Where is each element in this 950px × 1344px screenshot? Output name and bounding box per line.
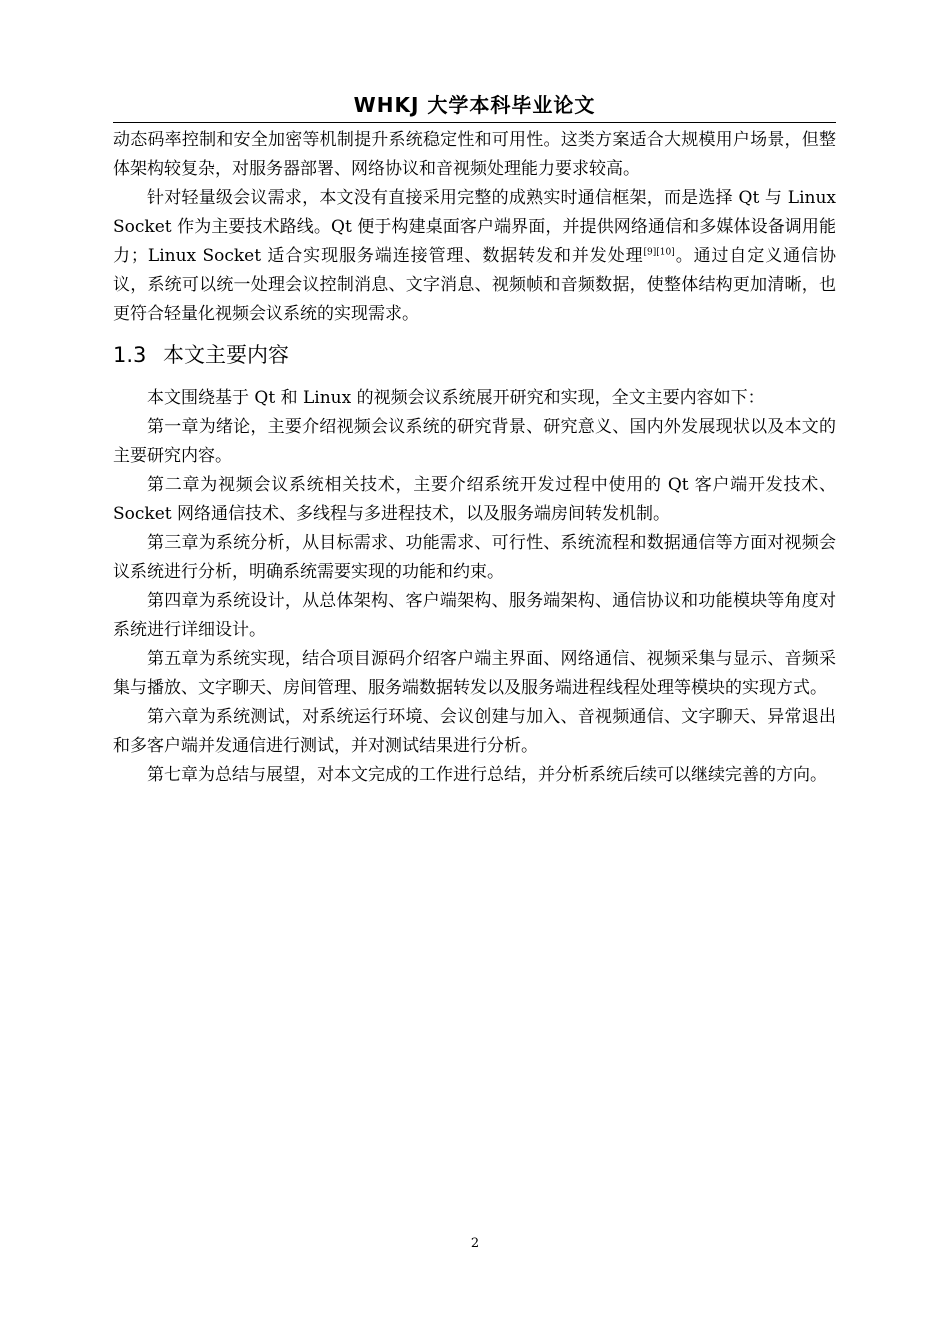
section-number: 1.3 bbox=[113, 343, 147, 367]
paragraph-text: 。通过自定义通信协议，系统可以统一处理会议控制消息、文字消息、视频帧和音频数据，使整体结构更加清晰，也更符合轻量化视频会议系统的实现需求。 bbox=[113, 246, 837, 324]
section-title: 本文主要内容 bbox=[163, 343, 289, 367]
paragraph-chapter-7: 第七章为总结与展望，对本文完成的工作进行总结，并分析系统后续可以继续完善的方向。 bbox=[147, 765, 827, 785]
paragraph-chapter-1: 第一章为绪论，主要介绍视频会议系统的研究背景、研究意义、国内外发展现状以及本文的主要研究内容。 bbox=[113, 417, 836, 466]
header-title: WHKJ 大学本科毕业论文 bbox=[353, 93, 596, 117]
page-header bbox=[113, 88, 836, 123]
paragraph-chapter-6: 第六章为系统测试，对系统运行环境、会议创建与加入、音视频通信、文字聊天、异常退出和多客户端并发通信进行测试，并对测试结果进行分析。 bbox=[113, 707, 836, 756]
paragraph-continued: 动态码率控制和安全加密等机制提升系统稳定性和可用性。这类方案适合大规模用户场景，但整体架构较复杂，对服务器部署、网络协议和音视频处理能力要求较高。 bbox=[113, 130, 836, 179]
section-heading bbox=[113, 339, 836, 371]
paragraph-chapter-2: 第二章为视频会议系统相关技术，主要介绍系统开发过程中使用的 Qt 客户端开发技术、Socket 网络通信技术、多线程与多进程技术，以及服务端房间转发机制。 bbox=[113, 475, 836, 524]
paragraph-text: 针对轻量级会议需求，本文没有直接采用完整的成熟实时通信框架，而是选择 Qt 与 Linux Socket 作为主要技术路线。Qt 便于构建桌面客户端界面，并提供网络通信和多媒体设备调用能力；Linux Socket 适合实现服务端连接管理、数据转发和并发处理 bbox=[113, 188, 836, 266]
paragraph-overview: 本文围绕基于 Qt 和 Linux 的视频会议系统展开研究和实现，全文主要内容如下： bbox=[147, 388, 765, 408]
citation: [9][10] bbox=[643, 247, 675, 258]
page-number: 2 bbox=[470, 1236, 480, 1251]
main-content bbox=[113, 126, 836, 790]
paragraph-tech-route bbox=[113, 184, 836, 329]
paragraph-chapter-5: 第五章为系统实现，结合项目源码介绍客户端主界面、网络通信、视频采集与显示、音频采集与播放、文字聊天、房间管理、服务端数据转发以及服务端进程线程处理等模块的实现方式。 bbox=[113, 649, 836, 698]
paragraph-chapter-4: 第四章为系统设计，从总体架构、客户端架构、服务端架构、通信协议和功能模块等角度对系统进行详细设计。 bbox=[113, 591, 836, 640]
paragraph-chapter-3: 第三章为系统分析，从目标需求、功能需求、可行性、系统流程和数据通信等方面对视频会议系统进行分析，明确系统需要实现的功能和约束。 bbox=[113, 533, 836, 582]
